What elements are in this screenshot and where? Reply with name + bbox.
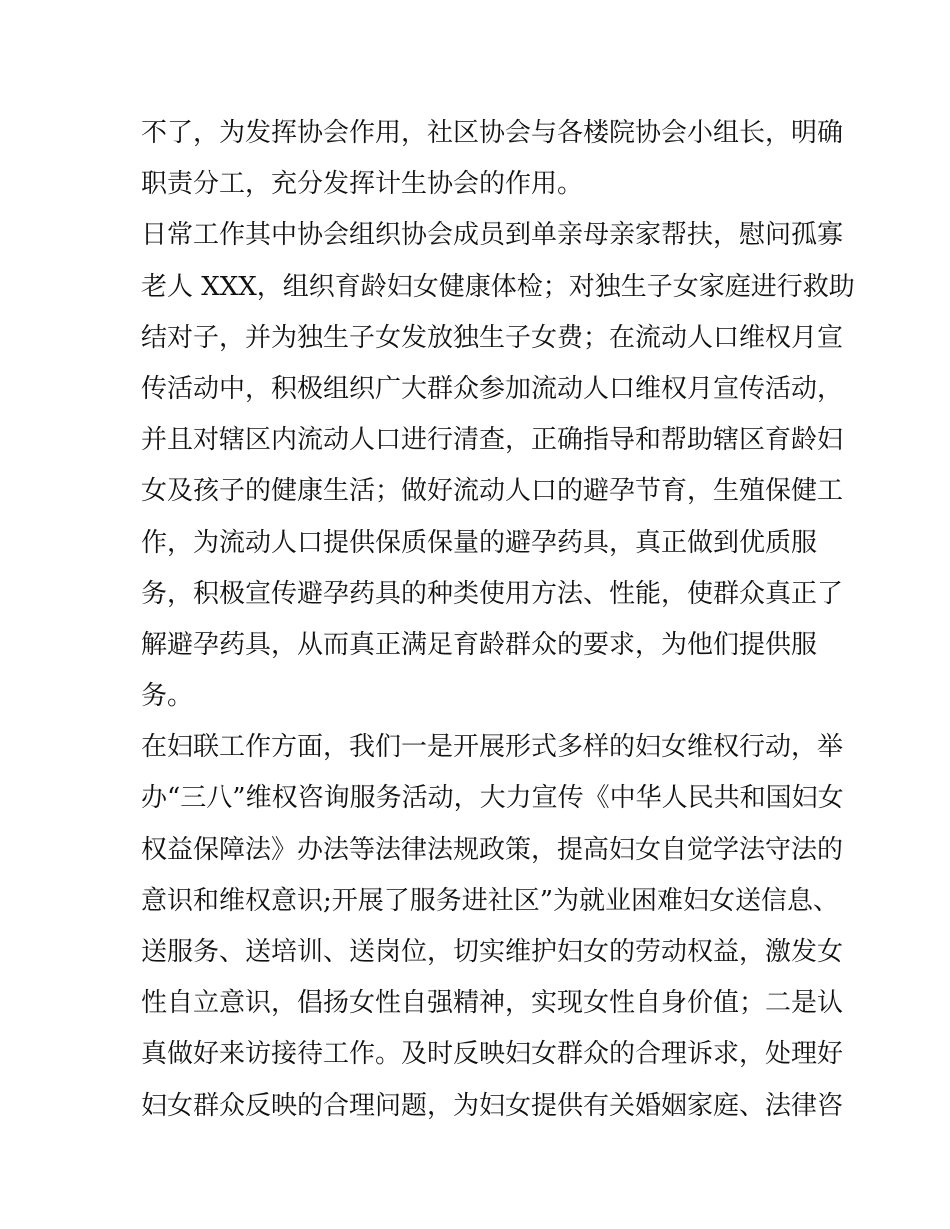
text-line: 女及孩子的健康生活；做好流动人口的避孕节育，生殖保健工 bbox=[141, 476, 844, 507]
text-line: 在妇联工作方面，我们一是开展形式多样的妇女维权行动，举 bbox=[141, 732, 844, 763]
text-line: 权益保障法》办法等法律法规政策，提高妇女自觉学法守法的 bbox=[141, 834, 844, 865]
text-line: 老人 XXX，组织育龄妇女健康体检；对独生子女家庭进行救助 bbox=[141, 271, 855, 302]
text-line: 妇女群众反映的合理问题，为妇女提供有关婚姻家庭、法律咨 bbox=[141, 1090, 844, 1121]
text-line: 不了，为发挥协会作用，社区协会与各楼院协会小组长，明确 bbox=[141, 118, 844, 148]
text-line: 性自立意识，倡扬女性自强精神，实现女性自身价值；二是认 bbox=[141, 988, 844, 1019]
text-line: 日常工作其中协会组织协会成员到单亲母亲家帮扶，慰问孤寡 bbox=[141, 220, 844, 251]
text-line: 意识和维权意识;开展了服务进社区”为就业困难妇女送信息、 bbox=[141, 885, 840, 916]
text-line: 务，积极宣传避孕药具的种类使用方法、性能，使群众真正了 bbox=[141, 578, 844, 609]
text-line: 解避孕药具，从而真正满足育龄群众的要求，为他们提供服 bbox=[141, 629, 818, 660]
text-line: 务。 bbox=[141, 681, 194, 712]
text-line: 职责分工，充分发挥计生协会的作用。 bbox=[141, 169, 584, 200]
text-line: 并且对辖区内流动人口进行清查，正确指导和帮助辖区育龄妇 bbox=[141, 425, 844, 456]
text-line: 传活动中，积极组织广大群众参加流动人口维权月宣传活动， bbox=[141, 373, 844, 404]
text-line: 送服务、送培训、送岗位，切实维护妇女的劳动权益，激发女 bbox=[141, 937, 844, 967]
text-line: 结对子，并为独生子女发放独生子女费；在流动人口维权月宣 bbox=[141, 322, 844, 353]
text-line: 真做好来访接待工作。及时反映妇女群众的合理诉求，处理好 bbox=[141, 1039, 844, 1070]
text-line: 办“三八”维权咨询服务活动，大力宣传《中华人民共和国妇女 bbox=[141, 783, 844, 814]
body-text bbox=[141, 108, 855, 1132]
text-line: 作，为流动人口提供保质保量的避孕药具，真正做到优质服 bbox=[141, 527, 818, 558]
